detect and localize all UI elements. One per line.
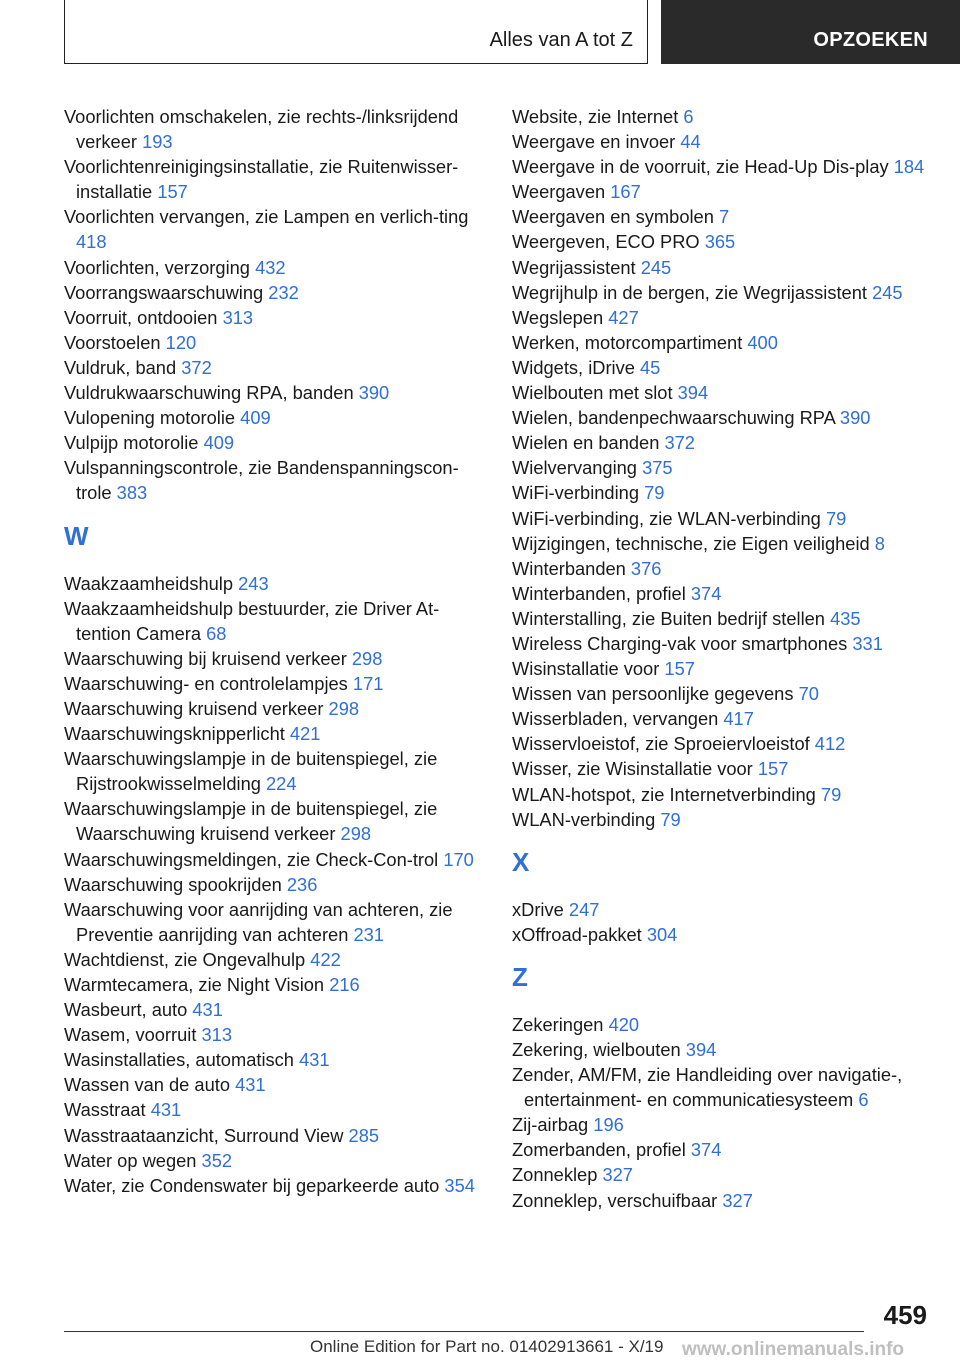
index-entry (512, 506, 952, 531)
index-entry-text: Water op wegen (64, 1149, 197, 1171)
index-entry-text: Zekeringen (512, 1013, 604, 1035)
index-page-link[interactable]: 196 (593, 1114, 624, 1136)
index-entry (64, 455, 494, 505)
index-entry (512, 656, 952, 681)
watermark-logo: www.onlinemanuals.info (682, 1339, 905, 1360)
index-entry (512, 255, 952, 280)
index-entry (64, 154, 494, 204)
index-entry (512, 280, 952, 305)
search-tab[interactable] (661, 0, 960, 64)
section-tab-label: Alles van A tot Z (489, 29, 633, 51)
index-entry-text: Vulspanningscontrole, zie Bandenspanningscon-trole (64, 457, 459, 504)
index-column-right (512, 104, 952, 1213)
index-entry-text: Wisser, zie Wisinstallatie voor (512, 758, 753, 780)
index-page-link[interactable]: 394 (677, 382, 709, 404)
index-entry-text: Voorruit, ontdooien (64, 306, 218, 328)
index-entry (64, 897, 494, 947)
index-page-link[interactable]: 170 (443, 848, 474, 870)
index-entry-text: Voorlichten omschakelen, zie rechts-/linksrijdend verkeer (64, 106, 459, 153)
index-entry-text: Werken, motorcompartiment (512, 331, 743, 353)
index-page-link[interactable]: 375 (642, 457, 673, 479)
index-entry-text: Winterbanden, profiel (512, 582, 686, 604)
index-entry-text: Zonneklep, verschuifbaar (512, 1189, 718, 1211)
index-page-link[interactable]: 365 (704, 231, 736, 253)
index-entry-text: xOffroad-pakket (512, 923, 642, 945)
index-entry (64, 796, 494, 846)
index-entry (512, 631, 952, 656)
index-page-link[interactable]: 79 (644, 482, 665, 504)
index-page-link[interactable]: 409 (240, 407, 271, 429)
index-page-link[interactable]: 231 (353, 923, 384, 945)
index-page-link[interactable]: 236 (286, 873, 318, 895)
index-column-left (64, 104, 494, 1198)
index-entry (64, 1173, 494, 1198)
index-entry-text: Waarschuwingslampje in de buitenspiegel, zie Rijstrookwisselmelding (64, 748, 438, 795)
index-entry-text: Wielen, bandenpechwaarschuwing RPA (512, 407, 835, 429)
index-entry-text: Wielen en banden (512, 432, 660, 454)
index-entry (512, 229, 952, 254)
index-entry (64, 872, 494, 897)
page-number: 459 (883, 1300, 927, 1330)
index-page-link[interactable]: 431 (150, 1099, 182, 1121)
index-page-link[interactable]: 298 (328, 697, 360, 719)
index-page-link[interactable]: 285 (348, 1124, 380, 1146)
index-page-link[interactable]: 435 (830, 607, 861, 629)
index-entry (64, 280, 494, 305)
index-page-link[interactable]: 421 (289, 723, 321, 745)
index-page-link[interactable]: 383 (116, 482, 148, 504)
index-entry-text: Wegslepen (512, 306, 604, 328)
index-page-link[interactable]: 422 (310, 948, 341, 970)
index-entry (512, 1137, 952, 1162)
index-page-link[interactable]: 313 (222, 306, 254, 328)
index-page-link[interactable]: 394 (685, 1039, 717, 1060)
index-page-link[interactable]: 7 (718, 206, 730, 228)
index-entry-text: Voorstoelen (64, 331, 161, 353)
index-entry-text: Wissen van persoonlijke gegevens (512, 683, 794, 705)
index-entry (64, 1072, 494, 1097)
index-entry-text: Wisservloeistof, zie Sproeiervloeistof (512, 733, 810, 755)
index-entry (512, 154, 952, 179)
index-entry-text: Wassen van de auto (64, 1074, 230, 1096)
index-entry-text: Waakzaamheidshulp (64, 572, 234, 594)
index-entry-text: Wisinstallatie voor (512, 658, 660, 680)
index-page-link[interactable]: 157 (757, 758, 789, 780)
index-entry-text: Wisserbladen, vervangen (512, 708, 719, 730)
index-entry-text: Vuldruk, band (64, 356, 177, 378)
index-entry-text: WLAN-hotspot, zie Internetverbinding (512, 783, 816, 805)
index-entry (512, 405, 952, 430)
index-entry-text: Widgets, iDrive (512, 356, 635, 378)
index-page-link[interactable]: 400 (747, 331, 778, 353)
search-tab-label: OPZOEKEN (813, 29, 928, 51)
index-page-link[interactable]: 327 (602, 1164, 633, 1186)
index-entry (512, 430, 952, 455)
index-entry (512, 782, 952, 807)
index-page-link[interactable]: 171 (352, 672, 384, 694)
index-page-link[interactable]: 374 (690, 582, 722, 604)
index-entry-text: Wasbeurt, auto (64, 999, 188, 1021)
index-page-link[interactable]: 298 (351, 647, 383, 669)
index-entry-text: Website, zie Internet (512, 106, 679, 127)
index-entry (64, 646, 494, 671)
index-letter-heading: W (64, 520, 89, 551)
index-entry (64, 696, 494, 721)
index-entry-text: Weergeven, ECO PRO (512, 231, 700, 253)
index-entry-text: Voorlichten vervangen, zie Lampen en verlich-ting (64, 206, 469, 228)
index-page-link[interactable]: 304 (646, 923, 678, 945)
index-entry (64, 1022, 494, 1047)
index-entry (64, 330, 494, 355)
index-entry-text: WiFi-verbinding, zie WLAN-verbinding (512, 507, 821, 529)
section-tab[interactable] (64, 0, 648, 64)
index-entry-text: Weergaven (512, 181, 606, 203)
index-entry-text: Wijzigingen, technische, zie Eigen veiligheid (512, 532, 870, 554)
index-entry (64, 997, 494, 1022)
index-entry-text: Winterbanden (512, 557, 626, 579)
index-entry (512, 531, 952, 556)
index-entry (512, 1062, 952, 1112)
index-entry-text: Waarschuwing- en controlelampjes (64, 672, 348, 694)
index-entry (512, 355, 952, 380)
index-page-link[interactable]: 245 (640, 256, 672, 278)
index-entry-text: Voorlichtenreinigingsinstallatie, zie Ruitenwisser-installatie (64, 156, 459, 203)
index-page-link[interactable]: 298 (340, 823, 372, 845)
index-page-link[interactable]: 193 (142, 131, 173, 153)
index-page-link[interactable]: 432 (255, 256, 286, 278)
index-entry (64, 104, 494, 154)
index-page-link[interactable]: 412 (814, 733, 846, 755)
index-entry (512, 581, 952, 606)
index-entry-text: Waarschuwingsmeldingen, zie Check-Con-trol (64, 848, 439, 870)
index-entry (512, 606, 952, 631)
index-entry (64, 1123, 494, 1148)
index-entry (512, 1037, 952, 1062)
index-page-link[interactable]: 157 (157, 181, 188, 203)
index-entry-text: Vulpijp motorolie (64, 432, 199, 454)
index-page-link[interactable]: 427 (608, 306, 639, 328)
index-page-link[interactable]: 431 (192, 999, 223, 1021)
index-entry (64, 972, 494, 997)
index-entry (512, 380, 952, 405)
index-page-link[interactable]: 417 (723, 708, 754, 730)
index-entry (512, 731, 952, 756)
index-page-link[interactable]: 420 (608, 1013, 640, 1035)
index-entry (512, 129, 952, 154)
index-entry-text: Waarschuwing bij kruisend verkeer (64, 647, 347, 669)
index-page-link[interactable]: 79 (660, 808, 681, 830)
index-entry (512, 1162, 952, 1187)
index-letter-heading: Z (512, 961, 528, 992)
index-entry (64, 405, 494, 430)
index-page-link[interactable]: 374 (690, 1139, 722, 1161)
index-entry-text: Wasstraat (64, 1099, 146, 1121)
index-page-link[interactable]: 331 (852, 632, 883, 654)
index-page-link[interactable]: 167 (610, 181, 641, 203)
index-page-link[interactable]: 372 (181, 356, 212, 378)
index-page-link[interactable]: 431 (299, 1049, 330, 1071)
index-page-link[interactable]: 247 (568, 898, 600, 920)
index-entry (512, 1012, 952, 1037)
index-entry (512, 922, 952, 947)
index-entry (512, 1188, 952, 1213)
index-entry-text: Warmtecamera, zie Night Vision (64, 974, 325, 995)
index-entry (512, 480, 952, 505)
index-page-link[interactable]: 372 (664, 432, 695, 454)
index-entry (64, 305, 494, 330)
index-entry (512, 897, 952, 922)
index-entry (64, 571, 494, 596)
index-entry-text: Weergave en invoer (512, 131, 676, 153)
index-entry (512, 330, 952, 355)
index-entry (512, 1112, 952, 1137)
index-entry (512, 179, 952, 204)
index-page-link[interactable]: 184 (893, 156, 925, 178)
index-page-link[interactable]: 409 (203, 432, 235, 454)
index-entry (64, 1047, 494, 1072)
index-entry-text: Wireless Charging-vak voor smartphones (512, 632, 848, 654)
index-page-link[interactable]: 390 (358, 382, 390, 404)
index-entry (64, 1148, 494, 1173)
index-entry-text: Waarschuwingsknipperlicht (64, 723, 285, 745)
index-entry-text: Waarschuwingslampje in de buitenspiegel, zie Waarschuwing kruisend verkeer (64, 798, 438, 845)
index-page-link[interactable]: 376 (630, 557, 662, 579)
index-entry-text: Waarschuwing voor aanrijding van achteren, zie Preventie aanrijding van achteren (64, 898, 453, 945)
index-entry-text: Waarschuwing spookrijden (64, 873, 282, 895)
index-entry (512, 756, 952, 781)
index-entry (64, 947, 494, 972)
index-entry (512, 807, 952, 832)
index-entry-text: xDrive (512, 898, 564, 920)
index-entry (64, 596, 494, 646)
index-entry-text: WiFi-verbinding (512, 482, 639, 504)
index-entry-text: Wegrijassistent (512, 256, 636, 278)
index-page-link[interactable]: 232 (268, 281, 299, 303)
index-entry-text: Wasstraataanzicht, Surround View (64, 1124, 344, 1146)
index-entry (64, 746, 494, 796)
index-entry (64, 380, 494, 405)
index-entry-text: Weergaven en symbolen (512, 206, 714, 228)
index-entry-text: Waakzaamheidshulp bestuurder, zie Driver At-tention Camera (64, 597, 440, 644)
index-page-link[interactable]: 418 (76, 231, 107, 253)
index-page-link[interactable]: 79 (820, 783, 842, 805)
index-entry-text: Water, zie Condenswater bij geparkeerde auto (64, 1174, 440, 1196)
index-entry (64, 204, 494, 254)
index-entry-text: WLAN-verbinding (512, 808, 656, 830)
index-letter-heading: X (512, 846, 530, 877)
index-page-link[interactable]: 313 (201, 1024, 233, 1046)
index-entry (64, 355, 494, 380)
index-entry-text: Voorlichten, verzorging (64, 256, 250, 278)
index-entry-text: Wasem, voorruit (64, 1024, 197, 1046)
index-page-link[interactable]: 390 (839, 407, 871, 429)
index-page-link[interactable]: 8 (874, 532, 885, 554)
index-entry (512, 204, 952, 229)
index-entry-text: Weergave in de voorruit, zie Head-Up Dis-play (512, 156, 889, 178)
index-entry (64, 1097, 494, 1122)
index-entry (512, 305, 952, 330)
index-page-link[interactable]: 431 (235, 1074, 266, 1096)
index-page-link[interactable]: 245 (872, 281, 903, 303)
index-entry (64, 430, 494, 455)
index-page-link[interactable]: 157 (664, 658, 695, 680)
index-entry-text: Winterstalling, zie Buiten bedrijf stellen (512, 607, 825, 629)
index-entry (512, 681, 952, 706)
index-page-link[interactable]: 224 (266, 773, 297, 795)
index-entry (512, 455, 952, 480)
index-entry-text: Wegrijhulp in de bergen, zie Wegrijassistent (512, 281, 867, 303)
index-entry-text: Zij-airbag (512, 1114, 589, 1136)
index-page-link[interactable]: 354 (444, 1174, 475, 1196)
index-entry-text: Wasinstallaties, automatisch (64, 1049, 294, 1071)
index-entry (512, 706, 952, 731)
index-entry (64, 721, 494, 746)
index-entry-text: Vuldrukwaarschuwing RPA, banden (64, 382, 354, 404)
index-page-link[interactable]: 6 (858, 1089, 869, 1111)
index-entry-text: Wielvervanging (512, 457, 637, 479)
index-entry-text: Voorrangswaarschuwing (64, 281, 264, 303)
index-entry-text: Wielbouten met slot (512, 382, 673, 404)
index-entry (64, 847, 494, 872)
index-entry (512, 556, 952, 581)
index-page-link[interactable]: 79 (825, 507, 847, 529)
index-page-link[interactable]: 45 (640, 356, 661, 378)
index-entry-text: Wachtdienst, zie Ongevalhulp (64, 948, 306, 970)
index-entry-text: Zomerbanden, profiel (512, 1139, 686, 1161)
index-page-link[interactable]: 120 (165, 331, 197, 353)
edition-footer: Online Edition for Part no. 01402913661 - X/19 (310, 1337, 664, 1356)
index-entry (512, 104, 952, 129)
index-entry-text: Zekering, wielbouten (512, 1039, 681, 1060)
index-page-link[interactable]: 68 (206, 622, 227, 644)
index-entry-text: Zonneklep (512, 1164, 598, 1186)
index-page-link[interactable]: 6 (683, 106, 694, 127)
index-entry-text: Vulopening motorolie (64, 407, 236, 429)
index-page-link[interactable]: 352 (201, 1149, 233, 1171)
index-page-link[interactable]: 243 (238, 572, 269, 594)
footer-divider (64, 1331, 864, 1332)
index-entry-text: Zender, AM/FM, zie Handleiding over navigatie-, entertainment- en communicatiesysteem (512, 1064, 903, 1111)
index-entry (64, 255, 494, 280)
index-entry-text: Waarschuwing kruisend verkeer (64, 697, 324, 719)
index-page-link[interactable]: 216 (329, 974, 360, 995)
index-entry (64, 671, 494, 696)
index-page-link[interactable]: 44 (680, 131, 701, 153)
index-page-link[interactable]: 327 (722, 1189, 753, 1211)
index-page-link[interactable]: 70 (798, 683, 819, 705)
